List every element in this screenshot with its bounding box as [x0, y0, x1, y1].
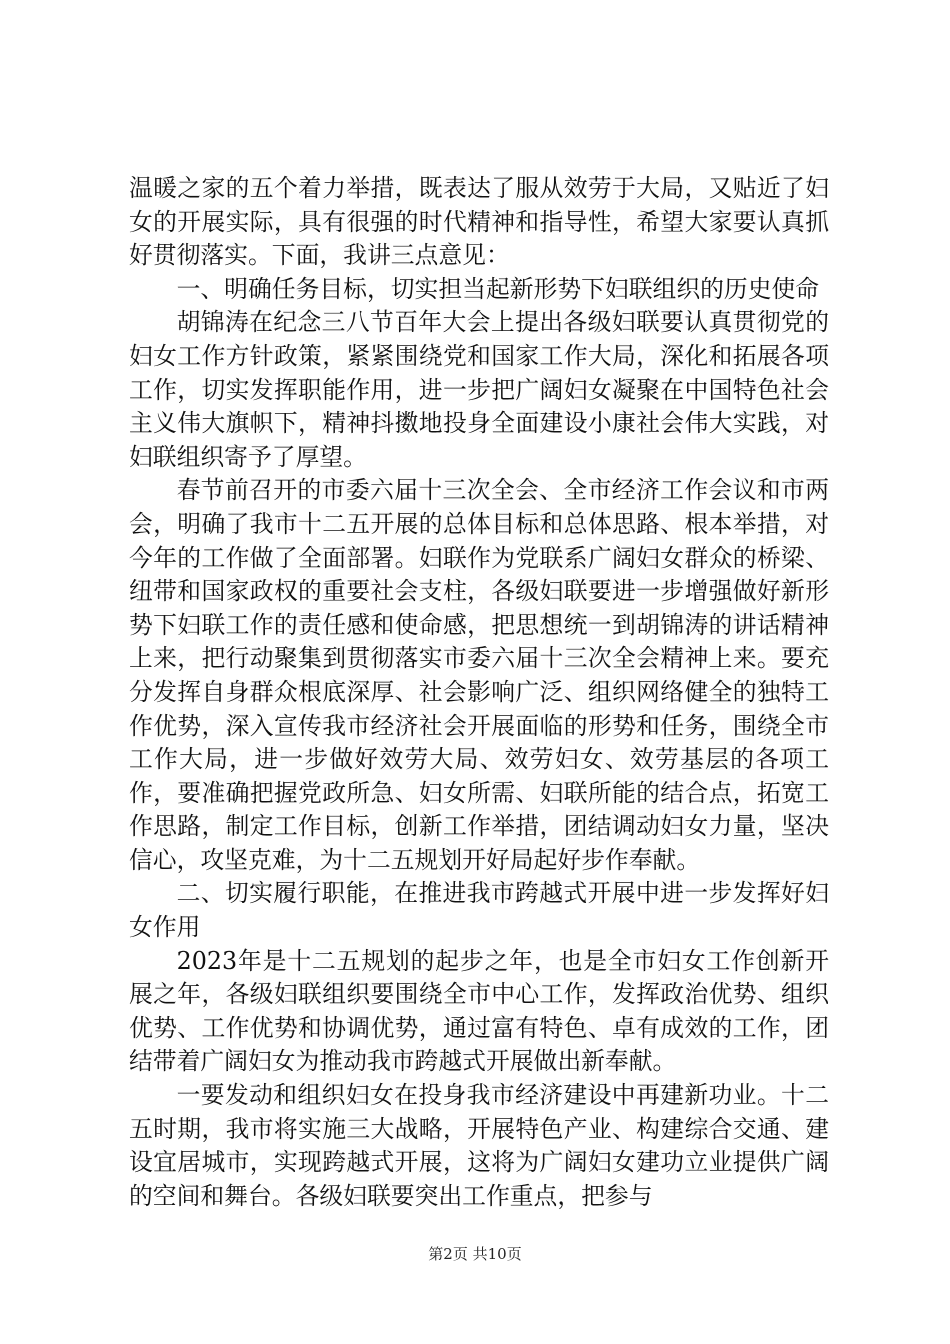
- paragraph-4: 2023年是十二五规划的起步之年，也是全市妇女工作创新开展之年，各级妇联组织要围绕全市中心工作，发挥政治优势、组织优势、工作优势和协调优势，通过富有特色、卓有成效的工作，团结带着广阔妇女为推动我市跨越式开展做出新奉献。: [129, 946, 829, 1076]
- document-body: [129, 172, 829, 1213]
- paragraph-5: 一要发动和组织妇女在投身我市经济建设中再建新功业。十二五时期，我市将实施三大战略，开展特色产业、构建综合交通、建设宜居城市，实现跨越式开展，这将为广阔妇女建功立业提供广阔的空间和舞台。各级妇联要突出工作重点，把参与: [129, 1081, 829, 1210]
- paragraph-3: 春节前召开的市委六届十三次全会、全市经济工作会议和市两会，明确了我市十二五开展的总体目标和总体思路、根本举措，对今年的工作做了全面部署。妇联作为党联系广阔妇女群众的桥梁、纽带和国家政权的重要社会支柱，各级妇联要进一步增强做好新形势下妇联工作的责任感和使命感，把思想统一到胡锦涛的讲话精神上来，把行动聚集到贯彻落实市委六届十三次全会精神上来。要充分发挥自身群众根底深厚、社会影响广泛、组织网络健全的独特工作优势，深入宣传我市经济社会开展面临的形势和任务，围绕全市工作大局，进一步做好效劳大局、效劳妇女、效劳基层的各项工作，要准确把握党政所急、妇女所需、妇联所能的结合点，拓宽工作思路，制定工作目标，创新工作举措，团结调动妇女力量，坚决信心，攻坚克难，为十二五规划开好局起好步作奉献。: [129, 476, 829, 874]
- section-heading-2: 二、切实履行职能，在推进我市跨越式开展中进一步发挥好妇女作用: [129, 879, 829, 942]
- paragraph-2: 胡锦涛在纪念三八节百年大会上提出各级妇联要认真贯彻党的妇女工作方针政策，紧紧围绕党和国家工作大局，深化和拓展各项工作，切实发挥职能作用，进一步把广阔妇女凝聚在中国特色社会主义伟大旗帜下，精神抖擞地投身全面建设小康社会伟大实践，对妇联组织寄予了厚望。: [129, 308, 829, 471]
- page-number-footer: 第2页 共10页: [428, 1245, 522, 1263]
- paragraph-1: 温暖之家的五个着力举措，既表达了服从效劳于大局，又贴近了妇女的开展实际，具有很强的时代精神和指导性，希望大家要认真抓好贯彻落实。下面，我讲三点意见：: [129, 174, 829, 270]
- section-heading-1: 一、明确任务目标，切实担当起新形势下妇联组织的历史使命: [176, 274, 820, 303]
